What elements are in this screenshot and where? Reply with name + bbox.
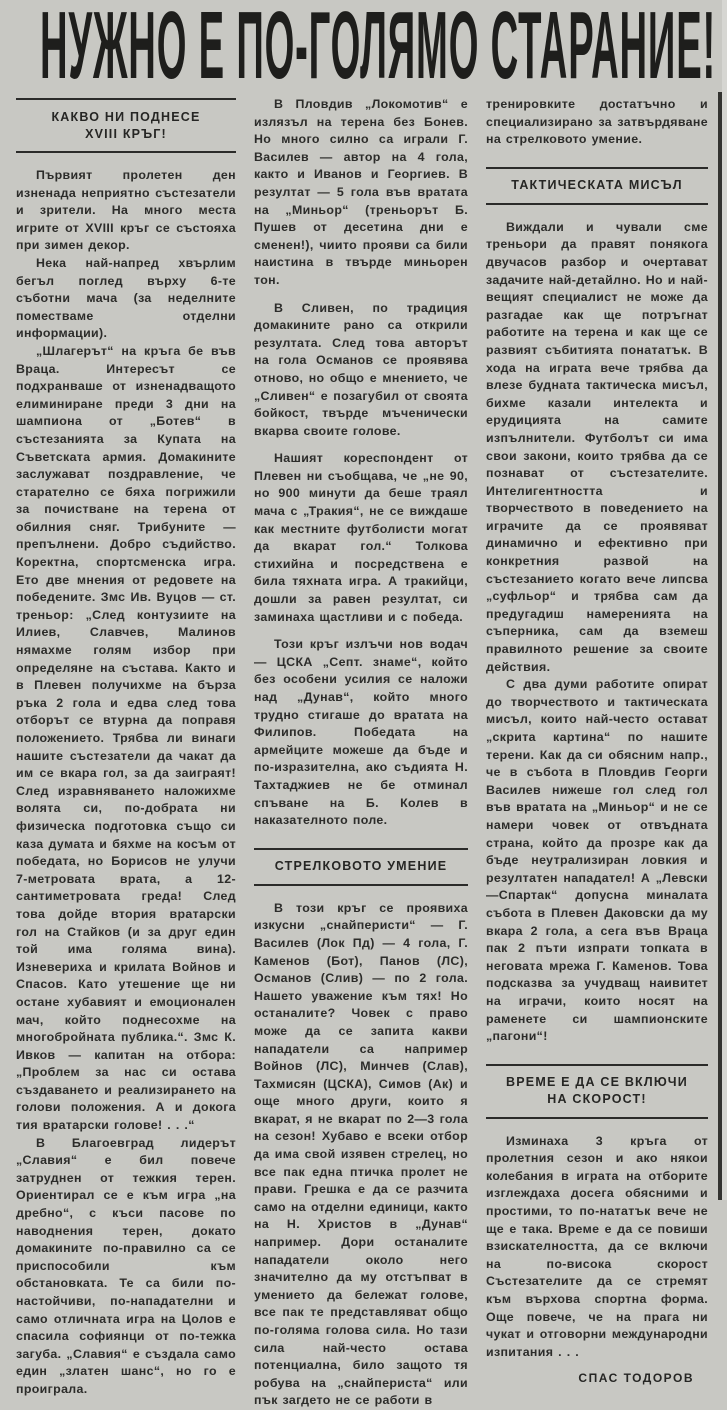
section-title-line: НА СКОРОСТ! — [547, 1091, 647, 1106]
paragraph: В Благоевград лидерът „Славия“ е бил повече затруднен от тежкия терен. Ориентирал се е към игра „на дребно“, с къси пасове по наводнения терен, докато домакините по-правилно са се приспособили към обстановката. Те са били по-настойчиви, по-нападателни и само отличната игра на Цолов е спасила софиянци от по-тежка загуба. „Славия“ е създала само един „златен шанс“, но го е проиграла. — [16, 1135, 236, 1396]
paragraph: Изминаха 3 кръга от пролетния сезон и ако някои колебания в играта на отборите изглеждаха досега обясними и простими, то по-нататък вече не ще е така. Време е да се повиши взискателността, да се включи на по-висока скорост Състезателите да се стремят към върхова спортна форма. Още повече, че на прага ни чукат и отговорни международни изпитания . . . — [486, 1133, 708, 1359]
section-title-round-xviii — [16, 100, 236, 151]
headline — [40, 0, 720, 99]
section-title-line: XVIII КРЪГ! — [85, 127, 167, 141]
article-body — [254, 900, 468, 1410]
section-title-speed-up — [486, 1066, 708, 1117]
author-byline: СПАС ТОДОРОВ — [578, 1371, 694, 1386]
article-body — [486, 96, 708, 149]
headline-text: НУЖНО Е ПО-ГОЛЯМО СТАРАНИЕ! — [40, 0, 716, 99]
column-3 — [486, 96, 708, 1385]
paragraph: С два думи работите опират до творчеството и тактическата мисъл, които най-често остават „скрита картина“ по нашите терени. Как да си обясним напр., че в събота в Пловдив Георги Василев нижеше гол след гол във вратата на „Миньор“ и не се намери човек от отвъдната страна, който да прозре как да бъде неутрализиран ловкия и резултатен нападател! А „Левски—Спартак“ допусна миналата събота в Плевен Даковски да му вкара 2 гола, а сега във Враца пак 2 пъти изпрати топката в неговата мрежа Г. Каменов. Това подсказва за учудващ наивитет на играчи, които носят на раменете си шампионските „пагони“! — [486, 677, 708, 1044]
column-1 — [16, 98, 236, 1399]
paragraph: тренировките достатъчно и специализирано за затвърдяване на стрелковото умение. — [486, 97, 708, 147]
section-title-tactical-thinking: ТАКТИЧЕСКАТА МИСЪЛ — [511, 177, 683, 192]
section-title-line: КАКВО НИ ПОДНЕСЕ — [51, 110, 201, 124]
divider — [16, 151, 236, 153]
divider — [486, 1117, 708, 1119]
divider — [254, 884, 468, 886]
paragraph: Нашият кореспондент от Плевен ни съобщава, че „не 90, но 900 минути да беше траял мача с „Тракия“, не се виждаше как местните футболисти могат да вкарат гол.“ Толкова стихийна и посредствена е била тяхната игра. А тракийци, дошли за равен резултат, си заминаха щастливи и с победа. — [254, 451, 468, 624]
article-body — [16, 167, 236, 1399]
paragraph: „Шлагерът“ на кръга бе във Враца. Интересът се подхранваше от изненадващото елиминиране преди 3 дни на шампиона от „Ботев“ в състезанията за Купата на Съветската армия. Домакините заслужават поздравление, че старателно се бяха погрижили за почистване на терена от обилния сняг. Трибуните — препълнени. Добро съдийство. Коректна, спортсменска игра. Ето две мнения от редовете на победените. Змс Ив. Вуцов — ст. треньор: „След контузиите на Илиев, Славчев, Малинов нямахме голям избор при определяне на състава. Както и в Плевен получихме на бърза ръка 2 гола и едва след това отборът се втурна да поправя положението. Трябва ли винаги нашите състезатели да чакат да им се вкара гол, за да заиграят! След изравняването наложихме волята си, по-добрата ни физическа подготовка също си каза думата и бяхме на косъм от победата, но Борисов не улучи 7-метровата врата, а 12-сантиметровата греда! След това дойде втория вратарски гол на Стайков (и за друг един той има голяма вина). Изневериха и крилата Войнов и Спасов. Като утешение ще ни остане хубавият и емоционален мач, който поднесохме на многобройната публика.“. Змс К. Ивков — капитан на отбора: „Проблем за нас си остава създаването и реализирането на голови положения. А и докога тия вратарски голове! . . .“ — [16, 343, 236, 1133]
paragraph: В Пловдив „Локомотив“ е излязъл на терена без Бонев. Но много силно са играли Г. Василев — автор на 4 гола, както и Иванов и Георгиев. В резултат — 5 гола във вратата на „Миньор“ (треньорът Б. Пушев от десетина дни е сменен!), чиито прояви са били наистина в твърде миньорен тон. — [254, 97, 468, 287]
article-body — [254, 96, 468, 830]
paragraph: Първият пролетен ден изненада неприятно състезатели и зрители. На много места игрите от XVIII кръг се състояха при зимен декор. — [16, 168, 236, 253]
column-2 — [254, 96, 468, 1410]
paragraph: В този кръг се проявиха изкусни „снайперисти“ — Г. Василев (Лок Пд) — 4 гола, Г. Каменов (Бот), Панов (ЛС), Османов (Слив) — по 2 гола. Нашето уважение към тях! Но останалите? Човек с право може да се запита какви нападатели са например Войнов (ЛС), Минчев (Слав), Тахмисян (ЦСКА), Симов (Ак) и още много други, които я вкарат, я не вкарат по 2—3 гола на сезон! Хубаво е всеки отбор да има свой изявен стрелец, но все пак една птичка пролет не прави. Грешка е да се разчита само на отделни единици, както на Н. Христов в „Дунав“ например. Дори останалите нападатели около него значително да му отстъпват в умението да бележат голове, все пак те представляват общо по-голяма голова сила. Но тази сила най-често остава потенциална, било защото тя робува на „снайпериста“ или пък загдето не се работи в — [254, 900, 468, 1408]
divider — [486, 203, 708, 205]
article-body — [486, 219, 708, 1046]
article-body — [486, 1133, 708, 1362]
paragraph: Нека най-напред хвърлим бегъл поглед върху 6-те съботни мача (за неделните поместваме отделни информации). — [16, 255, 236, 341]
paragraph: Този кръг излъчи нов водач — ЦСКА „Септ. знаме“, който без особени усилия се наложи над „Дунав“, който много трудно стигаше до вратата на Филипов. Победата на армейците можеше да бъде и по-изразителна, ако съдията Н. Тахтаджиев не бе отминал спъване на Б. Колев в наказателното поле. — [254, 637, 468, 828]
section-title-shooting-skill: СТРЕЛКОВОТО УМЕНИЕ — [274, 858, 448, 873]
paragraph: Виждали и чували сме треньори да правят понякога двучасов разбор и очертават задачите най-детайлно. Но и най-вещият специалист не може да разгадае как ще потръгнат работите на терена и как ще се развият събитията понататък. В хода на играта вече трябва да влезе будната тактическа мисъл, бихме казали интелекта и ерудицията на самите изпълнители. Футболът си има свои закони, които трябва да се познават от състезателите. Интелигентността и творчеството в поведението на играчите да се проявяват динамично и ефективно при конкретния развой на състезанието когато вече липсва „суфльор“ и трябва сам да предугадиш намеренията на съперника, сам да вземеш правилното решение за своите действия. — [486, 219, 708, 674]
section-title-line: ВРЕМЕ Е ДА СЕ ВКЛЮЧИ — [506, 1074, 688, 1089]
page-edge — [722, 0, 727, 1200]
paragraph: В Сливен, по традиция домакините рано са открили резултата. След това авторът на гола Османов се проявява отново, но общо е мнението, че „Сливен“ е позагубил от своята бойкост, твърде мъченически вкарва своите голове. — [254, 300, 468, 438]
